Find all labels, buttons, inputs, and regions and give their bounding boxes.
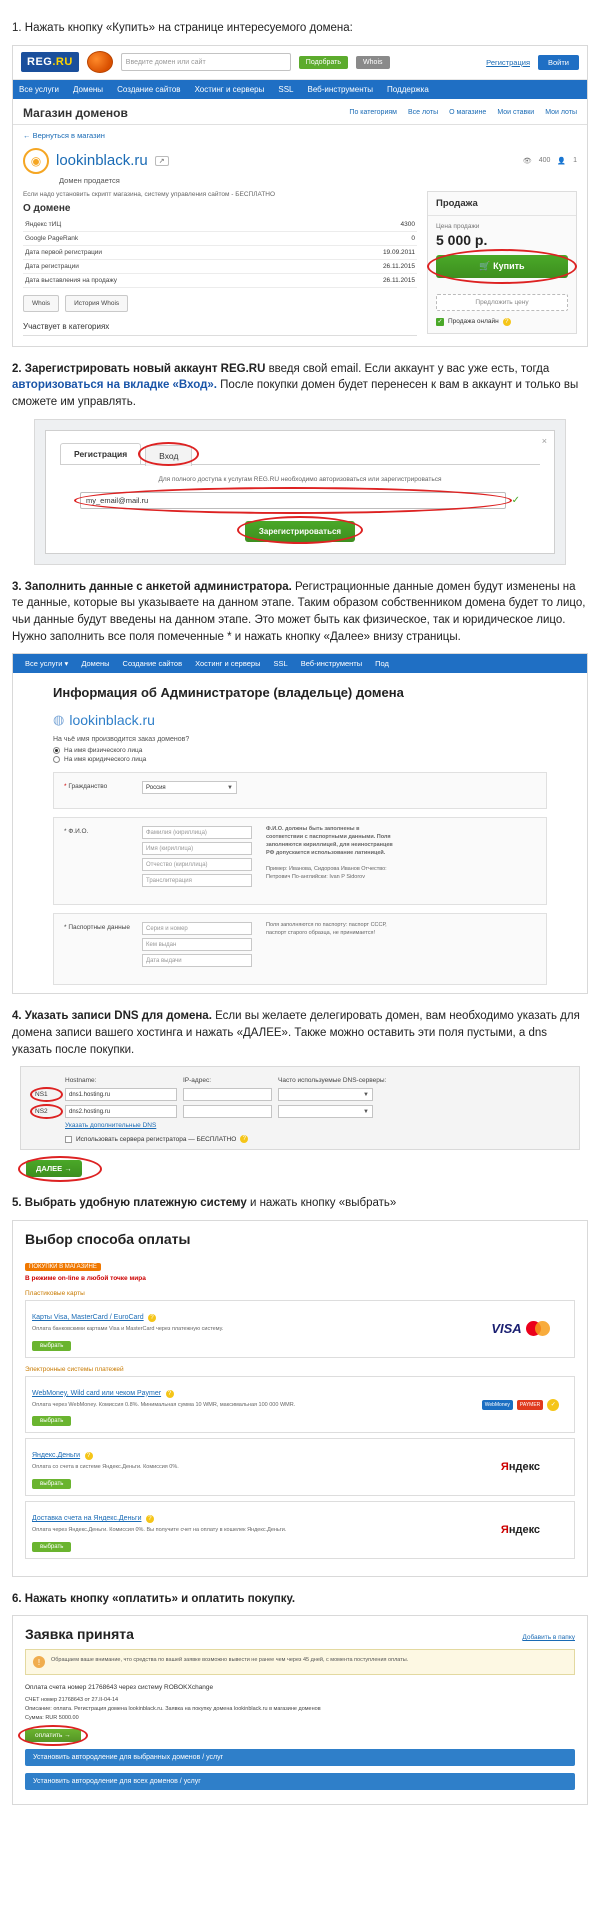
form-panel-passport — [53, 913, 547, 985]
views-count: 400 — [538, 157, 551, 165]
screenshot-dns — [20, 1066, 580, 1150]
field-passport — [64, 922, 536, 970]
row-value: 26.11.2015 — [357, 273, 417, 287]
email-wrap — [80, 492, 506, 509]
ns2-common-select[interactable]: ▼ — [278, 1105, 373, 1118]
ns1-ip-input[interactable] — [183, 1088, 272, 1101]
help-icon[interactable]: ? — [503, 318, 511, 326]
nav-item-ssl[interactable]: SSL — [278, 84, 294, 94]
step-6-text — [12, 1591, 588, 1608]
form-question: На чьё имя производится заказ доменов? — [53, 736, 190, 744]
external-link-icon[interactable]: ↗ — [155, 156, 169, 166]
fio-hint — [266, 826, 396, 882]
regru-logo[interactable]: REG.RU — [21, 52, 79, 72]
method-info — [32, 1444, 465, 1490]
help-icon[interactable]: ? — [148, 1314, 156, 1322]
whois-button-2[interactable]: Whois — [23, 295, 59, 312]
citizenship-value: Россия — [146, 784, 166, 791]
form-domain-name: lookinblack.ru — [69, 712, 155, 729]
nav-item-ssl[interactable]: SSL — [273, 659, 288, 669]
valid-check-icon: ✓ — [511, 494, 520, 506]
yandex-icon: Яндекс — [500, 1523, 541, 1536]
step-5-text — [12, 1195, 588, 1212]
nav-item-hosting[interactable]: Хостинг и серверы — [195, 659, 261, 669]
nav-item-support[interactable]: Поддержка — [387, 84, 429, 94]
step-2-text — [12, 361, 588, 411]
passport-inputs — [142, 922, 252, 970]
card-logos — [473, 1321, 568, 1336]
ns2-hostname-input[interactable]: dns2.hosting.ru — [65, 1105, 177, 1118]
payment-method-yandex[interactable] — [25, 1438, 575, 1496]
step-6-bold: 6. Нажать кнопку «оплатить» и оплатить покупку. — [12, 1592, 296, 1605]
nav-item-hosting[interactable]: Хостинг и серверы — [194, 84, 265, 94]
step-2-bold-c: авторизоваться на вкладке «Вход». — [12, 379, 217, 392]
offer-price-button[interactable]: Предложить цену — [436, 294, 568, 311]
nav-item-sites[interactable]: Создание сайтов — [122, 659, 183, 669]
method-name[interactable]: Яндекс.Деньги — [32, 1452, 81, 1460]
online-sale-label: Продажа онлайн — [448, 318, 499, 326]
field-label: * Ф.И.О. — [64, 828, 89, 836]
register-link[interactable]: Регистрация — [486, 57, 530, 67]
sale-box — [427, 191, 577, 334]
table-row — [23, 245, 417, 259]
link-all-lots[interactable]: Все лоты — [407, 109, 439, 117]
watchers-icon: 👤 — [557, 157, 567, 165]
domain-avatar-icon: ◉ — [23, 148, 49, 174]
nav-item-webtools[interactable]: Веб-инструменты — [307, 84, 374, 94]
yandex-logo — [473, 1461, 568, 1473]
form-nav — [13, 654, 587, 673]
select-button[interactable]: выбрать — [32, 1416, 71, 1426]
step-5-plain: и нажать кнопку «выбрать» — [246, 1197, 397, 1210]
domain-status: Домен продается — [59, 175, 120, 185]
method-desc: Оплата через WebMoney. Комиссия 0.8%. Минимальная сумма 10 WMR, максимальная 100 000 WMR. — [32, 1401, 296, 1408]
email-field[interactable]: my_email@mail.ru — [80, 492, 506, 509]
domain-header — [13, 142, 587, 174]
step-4-bold: 4. Указать записи DNS для домена. — [12, 1010, 212, 1023]
check-icon: ✓ — [437, 319, 443, 326]
tab-login[interactable]: Вход — [145, 445, 192, 466]
yandex-icon: Яндекс — [500, 1461, 541, 1474]
payment-method-card[interactable] — [25, 1300, 575, 1358]
help-icon[interactable]: ? — [146, 1515, 154, 1523]
method-desc: Оплата через Яндекс.Деньги. Комиссия 0%. Вы получите счет на оплату в кошелек Яндекс.Деньги. — [32, 1527, 287, 1534]
order-line-2: Описание: оплата. Регистрация домена lookinblack.ru. Заявка на покупку домена lookinblack.ru в магазине доменов — [25, 1706, 321, 1713]
order-line-3: Сумма: RUR 5000.00 — [25, 1715, 79, 1722]
search-button[interactable]: Подобрать — [299, 56, 348, 69]
pay-button-wrap — [25, 1723, 81, 1742]
row-value: 4300 — [357, 218, 417, 232]
citizenship-select[interactable] — [142, 781, 237, 794]
row-value: 26.11.2015 — [357, 259, 417, 273]
whois-button[interactable]: Whois — [356, 56, 389, 69]
step-1-text: 1. Нажать кнопку «Купить» на странице интересуемого домена: — [12, 22, 353, 34]
row-value: 0 — [357, 231, 417, 245]
alert-text: Обращаем ваше внимание, что средства по вашей заявке возможно вывести не ранее чем через 45 дней, с момента поступления оплаты. — [51, 1657, 409, 1664]
regru-header — [13, 46, 587, 80]
field-citizenship — [64, 781, 536, 794]
radio-individual-label: На имя физического лица — [64, 747, 143, 755]
domain-name[interactable]: lookinblack.ru — [56, 152, 148, 170]
order-subtitle: Оплата счета номер 21768643 через систему ROBOKXchange — [25, 1684, 214, 1692]
form-domain-row — [13, 702, 587, 730]
table-row — [23, 231, 417, 245]
radio-legal[interactable] — [13, 755, 587, 764]
next-button-wrap — [20, 1150, 588, 1181]
check-badge-icon: ✓ — [547, 1399, 559, 1411]
webmoney-icon: WebMoney — [482, 1400, 513, 1410]
select-button[interactable]: выбрать — [32, 1542, 71, 1552]
form-panel-fio — [53, 817, 547, 905]
field-label: * Гражданство — [64, 783, 108, 791]
dns-table-header — [35, 1077, 565, 1084]
passport-date-input[interactable]: Дата выдачи — [142, 954, 252, 967]
domain-body — [13, 185, 587, 346]
register-button-row — [46, 509, 554, 543]
checkbox-label: Использовать сервера регистратора — БЕСПЛАТНО — [76, 1135, 237, 1143]
register-button-wrap — [245, 521, 355, 539]
price-label: Цена продажи — [436, 222, 480, 230]
step-4-text — [12, 1008, 588, 1058]
autorenew-all-button[interactable]: Установить автородление для всех доменов / услуг — [25, 1773, 575, 1790]
ns1-label: NS1 — [35, 1091, 48, 1099]
nav-item-webtools[interactable]: Веб-инструменты — [300, 659, 363, 669]
ns2-tag-wrap — [35, 1108, 65, 1115]
step-4-plain: Если вы желаете делегировать домен, вам необходимо указать для домена записи вашего хостинга и нажать «ДАЛЕЕ». Также можно оставить эти поля пустыми, а dns указать после покупки. — [12, 1010, 580, 1056]
help-icon[interactable]: ? — [166, 1390, 174, 1398]
nav-item-domains[interactable]: Домены — [81, 659, 110, 669]
row-key: Google PageRank — [23, 231, 357, 245]
use-registrar-dns-checkbox[interactable] — [65, 1135, 565, 1143]
step-2-bold-a: 2. Зарегистрировать новый аккаунт REG.RU — [12, 362, 266, 375]
add-to-folder-link[interactable]: Добавить в папку — [522, 1634, 575, 1642]
method-name[interactable]: WebMoney, Wild card или чеком Paymer — [32, 1389, 162, 1397]
shop-links — [349, 109, 577, 116]
auth-note: Для полного доступа к услугам REG.RU необходимо авторизоваться или зарегистрироваться — [158, 475, 442, 483]
passport-series-input[interactable]: Серия и номер — [142, 922, 252, 935]
link-by-category[interactable]: По категориям — [349, 109, 397, 117]
ns1-hostname-input[interactable]: dns1.hosting.ru — [65, 1088, 177, 1101]
close-icon[interactable]: × — [541, 435, 547, 446]
method-desc: Оплата со счета в системе Яндекс.Деньги. Комиссия 0%. — [32, 1464, 179, 1471]
payment-method-webmoney[interactable] — [25, 1376, 575, 1434]
row-key: Дата регистрации — [23, 259, 357, 273]
order-header — [25, 1626, 575, 1642]
row-value: 19.09.2011 — [357, 245, 417, 259]
pay-button[interactable]: оплатить → — [25, 1729, 81, 1742]
select-button[interactable]: выбрать — [32, 1479, 71, 1489]
next-button[interactable]: ДАЛЕЕ → — [26, 1160, 82, 1177]
buy-button-wrap — [436, 255, 568, 278]
method-info — [32, 1306, 465, 1352]
radio-individual[interactable] — [13, 746, 587, 755]
webmoney-logos — [473, 1399, 568, 1411]
promo-badge: ПОКУПКИ В МАГАЗИНЕ — [25, 1263, 101, 1271]
step-2-plain-b: введя свой email. Если аккаунт у вас уже есть, тогда — [265, 362, 550, 375]
screenshot-payment — [12, 1220, 588, 1577]
col-hostname: Hostname: — [65, 1077, 97, 1085]
step-3-plain: Регистрационные данные домен будут изменены на те данные, которые вы указываете на данном этапе. Таким образом собственником домена будет то лицо, чьи данные будут введены на данном этапе. Это может быть как физическое, так и юридическое лицо. Нужно заполнить все поля помеченные * и нажать кнопку «Далее» внизу страницы. — [12, 580, 586, 643]
tab-login-wrap — [145, 446, 192, 464]
checkbox-icon[interactable] — [65, 1136, 72, 1143]
method-name[interactable]: Доставка счета на Яндекс.Деньги — [32, 1515, 142, 1523]
translit-input[interactable]: Транслитерация — [142, 874, 252, 887]
mastercard-icon — [526, 1321, 550, 1336]
fio-hint-example: Пример: Иванова, Сидорова Иванов Отчество: Петрович По-английски: Ivan P Sidorov — [266, 866, 387, 881]
screenshot-admin-form — [12, 653, 588, 994]
ns1-tag-wrap — [35, 1091, 65, 1098]
back-to-shop-link[interactable]: ← Вернуться в магазин — [23, 130, 105, 140]
order-line-1: СЧЕТ номер 21768643 от 27.II-04-14 — [25, 1697, 119, 1704]
screenshot-order-accepted — [12, 1615, 588, 1804]
lastname-input[interactable]: Фамилия (кириллица) — [142, 826, 252, 839]
nav-item-support[interactable]: Под — [375, 659, 389, 669]
firstname-input[interactable]: Имя (кириллица) — [142, 842, 252, 855]
register-button[interactable]: Зарегистрироваться — [245, 521, 355, 542]
select-button[interactable]: выбрать — [32, 1341, 71, 1351]
step-3-text — [12, 579, 588, 646]
row-key: Дата первой регистрации — [23, 245, 357, 259]
col-common-dns: Часто используемые DNS-серверы: — [278, 1077, 387, 1085]
nav-item-sites[interactable]: Создание сайтов — [117, 84, 181, 94]
field-fio — [64, 826, 536, 890]
row-key: Дата выставления на продажу — [23, 273, 357, 287]
step-2-plain-d: После покупки домен будет перенесен к вам в аккаунт и только вы сможете им управлять. — [12, 379, 579, 409]
paymer-icon: PAYMER — [517, 1400, 543, 1410]
nav-item-domains[interactable]: Домены — [72, 84, 104, 94]
price-value: 5 000 р. — [436, 231, 488, 248]
radio-icon[interactable] — [53, 756, 60, 763]
col-ip: IP-адрес: — [183, 1077, 211, 1085]
promo-note: Если надо установить скрипт магазина, систему управления сайтом - БЕСПЛАТНО — [23, 190, 276, 198]
nav-item-services[interactable]: Все услуги — [19, 84, 59, 94]
link-about-shop[interactable]: О магазине — [449, 109, 487, 117]
step-5-bold: 5. Выбрать удобную платежную систему — [12, 1197, 247, 1210]
ns2-ip-input[interactable] — [183, 1105, 272, 1118]
fio-hint-text: Ф.И.О. должны быть заполнены в соответствии с паспортными данными. Поля заполняются кириллицей, для неиностранцев РФ допускается использование латиницей. — [266, 826, 393, 857]
about-heading: О домене — [23, 202, 71, 214]
middlename-input[interactable]: Отчество (кириллица) — [142, 858, 252, 871]
radio-legal-label: На имя юридического лица — [64, 756, 147, 764]
screenshot-domain-page — [12, 45, 588, 347]
nav-item-services[interactable]: Все услуги ▾ — [25, 659, 69, 669]
order-alert — [25, 1649, 575, 1675]
yandex-logo — [473, 1524, 568, 1536]
form-panel-citizenship — [53, 772, 547, 809]
section-emoney: Электронные системы платежей — [25, 1365, 124, 1373]
step-3-bold: 3. Заполнить данные с анкетой администратора. — [12, 580, 292, 593]
buy-button[interactable]: 🛒 Купить — [436, 255, 568, 278]
auth-modal — [45, 430, 555, 554]
payment-promo-row — [25, 1255, 575, 1282]
help-icon[interactable]: ? — [85, 1452, 93, 1460]
passport-issuer-input[interactable]: Кем выдан — [142, 938, 252, 951]
login-button[interactable]: Войти — [538, 55, 579, 70]
tab-registration[interactable]: Регистрация — [60, 443, 141, 464]
order-title: Заявка принята — [25, 1626, 134, 1643]
additional-dns-link[interactable]: Указать дополнительные DNS — [65, 1122, 157, 1130]
sale-col — [427, 191, 577, 336]
sale-heading: Продажа — [428, 192, 576, 216]
whois-history-button[interactable]: История Whois — [65, 295, 128, 312]
link-my-lots[interactable]: Мои лоты — [545, 109, 577, 117]
screenshot-registration-modal — [34, 419, 566, 565]
globe-icon: ◍ — [53, 712, 65, 728]
field-label: * Паспортные данные — [64, 924, 131, 932]
domain-info-col — [23, 191, 417, 336]
categories-heading: Участвует в категориях — [23, 322, 417, 336]
ns1-common-select[interactable]: ▼ — [278, 1088, 373, 1101]
email-row — [46, 492, 554, 509]
method-name[interactable]: Карты Visa, MasterCard / EuroCard — [32, 1314, 144, 1322]
domain-info-table — [23, 218, 417, 288]
payment-title: Выбор способа оплаты — [25, 1231, 191, 1248]
method-desc: Оплата банковскими картами Visa и MasterCard через платежную систему. — [32, 1326, 224, 1333]
sale-body — [428, 216, 576, 333]
section-cards: Пластиковые карты — [25, 1290, 85, 1298]
watchers-count: 1 — [573, 157, 577, 165]
chevron-down-icon: ▼ — [227, 784, 233, 791]
row-key: Яндекс тИЦ — [23, 218, 357, 232]
method-info — [32, 1382, 465, 1428]
ns2-label: NS2 — [35, 1108, 48, 1116]
link-my-bids[interactable]: Мои ставки — [497, 109, 535, 117]
fio-inputs — [142, 826, 252, 890]
online-sale-row — [436, 318, 568, 326]
dns-row-ns2 — [35, 1105, 565, 1118]
search-input[interactable]: Введите домен или сайт — [121, 53, 291, 71]
whois-buttons — [23, 295, 417, 312]
page-title: Магазин доменов — [23, 105, 128, 120]
radio-icon[interactable] — [53, 747, 60, 754]
promo-subtitle: В режиме on-line в любой точке мира — [25, 1275, 146, 1283]
warning-icon: ! — [33, 1656, 45, 1668]
form-title: Информация об Администраторе (владельце) домена — [53, 685, 404, 701]
views-icon: 👁 — [522, 157, 532, 165]
domain-stats — [523, 157, 577, 165]
auth-tabs — [46, 431, 554, 464]
dns-row-ns1 — [35, 1088, 565, 1101]
visa-icon: VISA — [491, 1321, 522, 1337]
shop-header — [13, 99, 587, 125]
main-nav — [13, 80, 587, 99]
payment-method-yandex-invoice[interactable] — [25, 1501, 575, 1559]
passport-hint: Поля заполняются по паспорту: паспорт СССР, паспорт старого образца, не принимается! — [266, 922, 387, 937]
autorenew-selected-button[interactable]: Установить автородление для выбранных доменов / услуг — [25, 1749, 575, 1766]
method-info — [32, 1507, 465, 1553]
table-row — [23, 218, 417, 232]
table-row — [23, 259, 417, 273]
header-right — [486, 55, 579, 70]
help-icon[interactable]: ? — [240, 1135, 248, 1143]
table-row — [23, 273, 417, 287]
mascot-icon — [87, 51, 113, 73]
